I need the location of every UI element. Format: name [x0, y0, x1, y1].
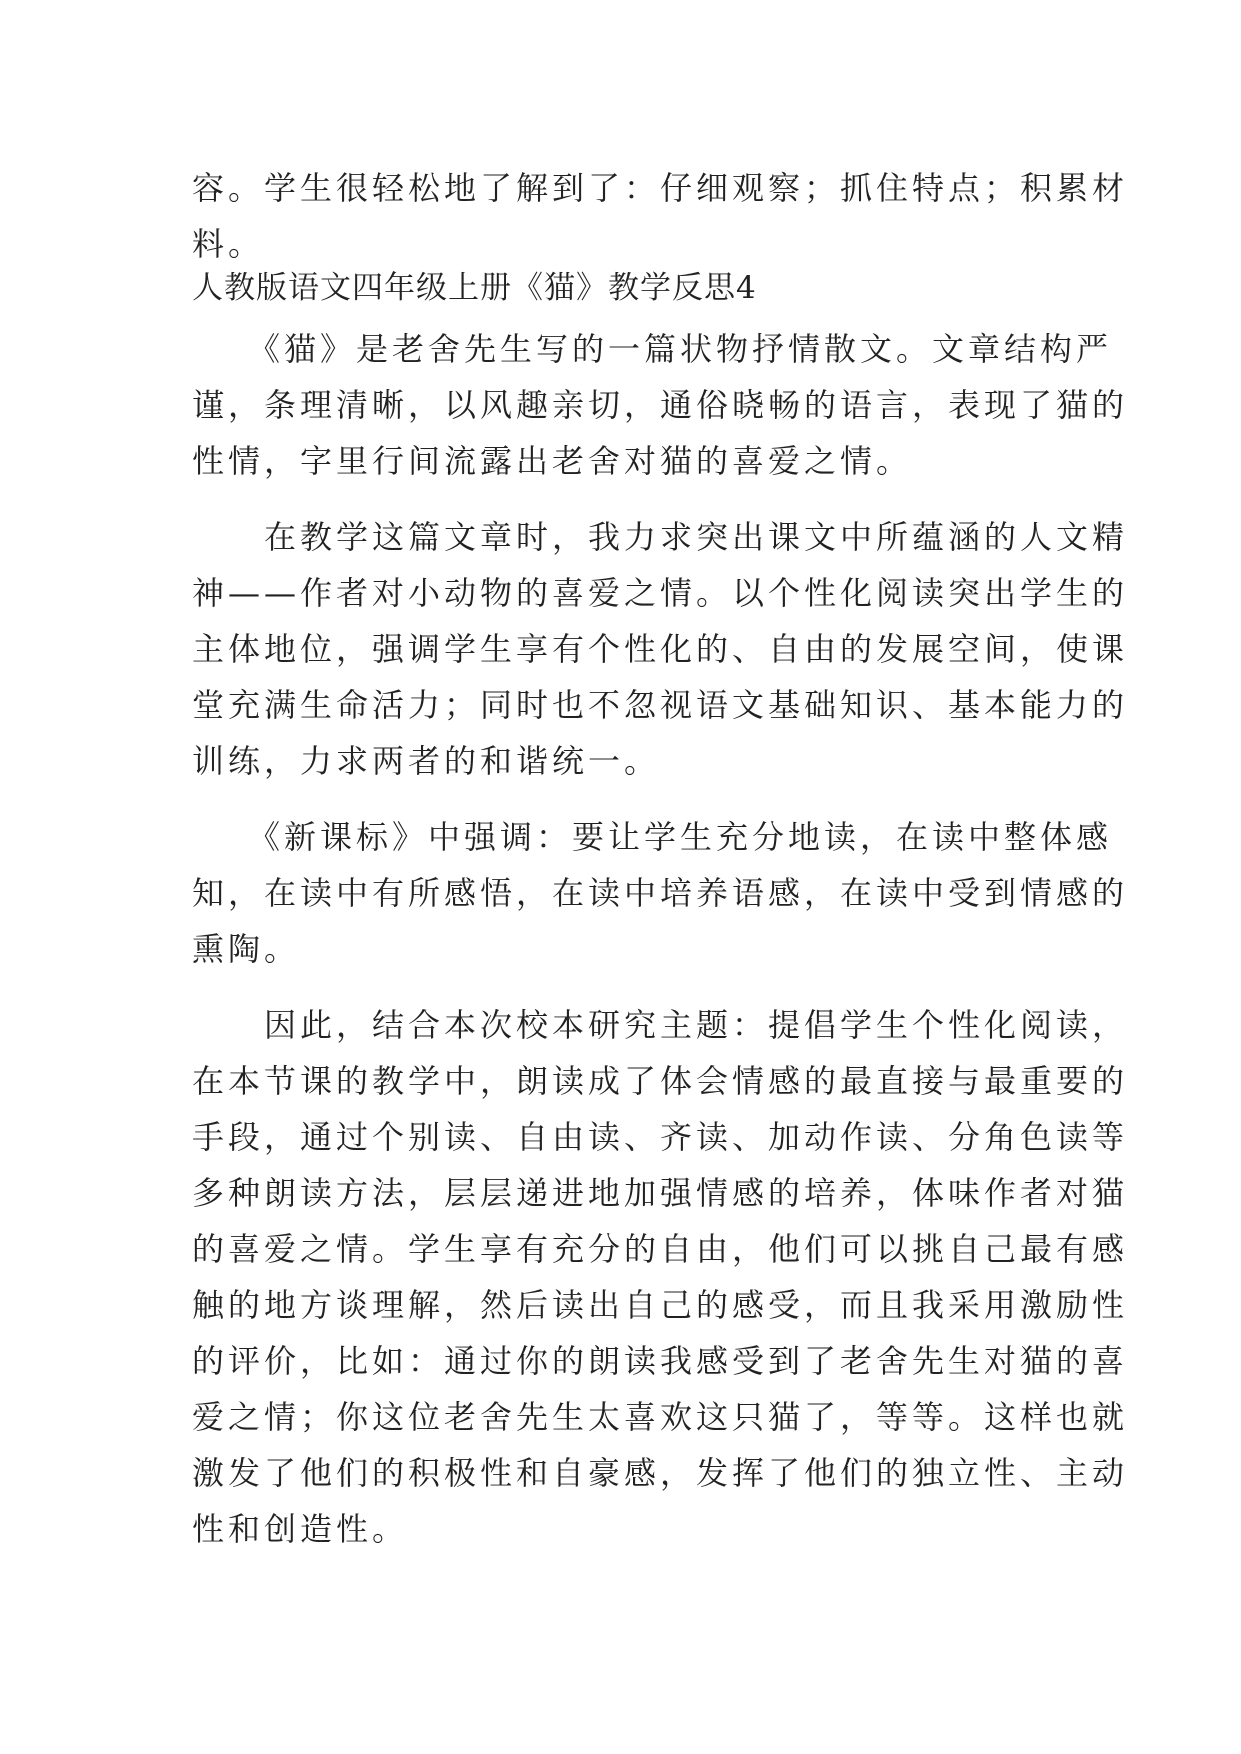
- section-heading: 人教版语文四年级上册《猫》教学反思4: [192, 270, 757, 306]
- text-line: 激发了他们的积极性和自豪感，发挥了他们的独立性、主动: [192, 1454, 1129, 1492]
- text-line: 性情，字里行间流露出老舍对猫的喜爱之情。: [192, 442, 913, 480]
- text-line: 《新课标》中强调：要让学生充分地读，在读中整体感: [192, 818, 1113, 856]
- text-line: 触的地方谈理解，然后读出自己的感受，而且我采用激励性: [192, 1286, 1129, 1324]
- text-line: 谨，条理清晰，以风趣亲切，通俗晓畅的语言，表现了猫的: [192, 386, 1129, 424]
- text-line: 训练，力求两者的和谐统一。: [192, 742, 661, 780]
- text-line: 容。学生很轻松地了解到了：仔细观察；抓住特点；积累材: [192, 169, 1129, 207]
- text-line: 性和创造性。: [192, 1510, 409, 1548]
- text-line: 熏陶。: [192, 930, 301, 968]
- text-line: 堂充满生命活力；同时也不忽视语文基础知识、基本能力的: [192, 686, 1129, 724]
- text-line: 知，在读中有所感悟，在读中培养语感，在读中受到情感的: [192, 874, 1129, 912]
- text-line: 多种朗读方法，层层递进地加强情感的培养，体味作者对猫: [192, 1174, 1129, 1212]
- text-line: 在教学这篇文章时，我力求突出课文中所蕴涵的人文精: [192, 518, 1129, 556]
- text-line: 手段，通过个别读、自由读、齐读、加动作读、分角色读等: [192, 1118, 1129, 1156]
- text-line: 的评价，比如：通过你的朗读我感受到了老舍先生对猫的喜: [192, 1342, 1129, 1380]
- text-line: 神——作者对小动物的喜爱之情。以个性化阅读突出学生的: [192, 574, 1129, 612]
- text-line: 《猫》是老舍先生写的一篇状物抒情散文。文章结构严: [192, 330, 1113, 368]
- text-line: 料。: [192, 225, 265, 263]
- text-line: 的喜爱之情。学生享有充分的自由，他们可以挑自己最有感: [192, 1230, 1129, 1268]
- text-line: 主体地位，强调学生享有个性化的、自由的发展空间，使课: [192, 630, 1129, 668]
- text-line: 因此，结合本次校本研究主题：提倡学生个性化阅读，: [192, 1006, 1129, 1044]
- text-line: 在本节课的教学中，朗读成了体会情感的最直接与最重要的: [192, 1062, 1129, 1100]
- text-line: 爱之情；你这位老舍先生太喜欢这只猫了，等等。这样也就: [192, 1398, 1129, 1436]
